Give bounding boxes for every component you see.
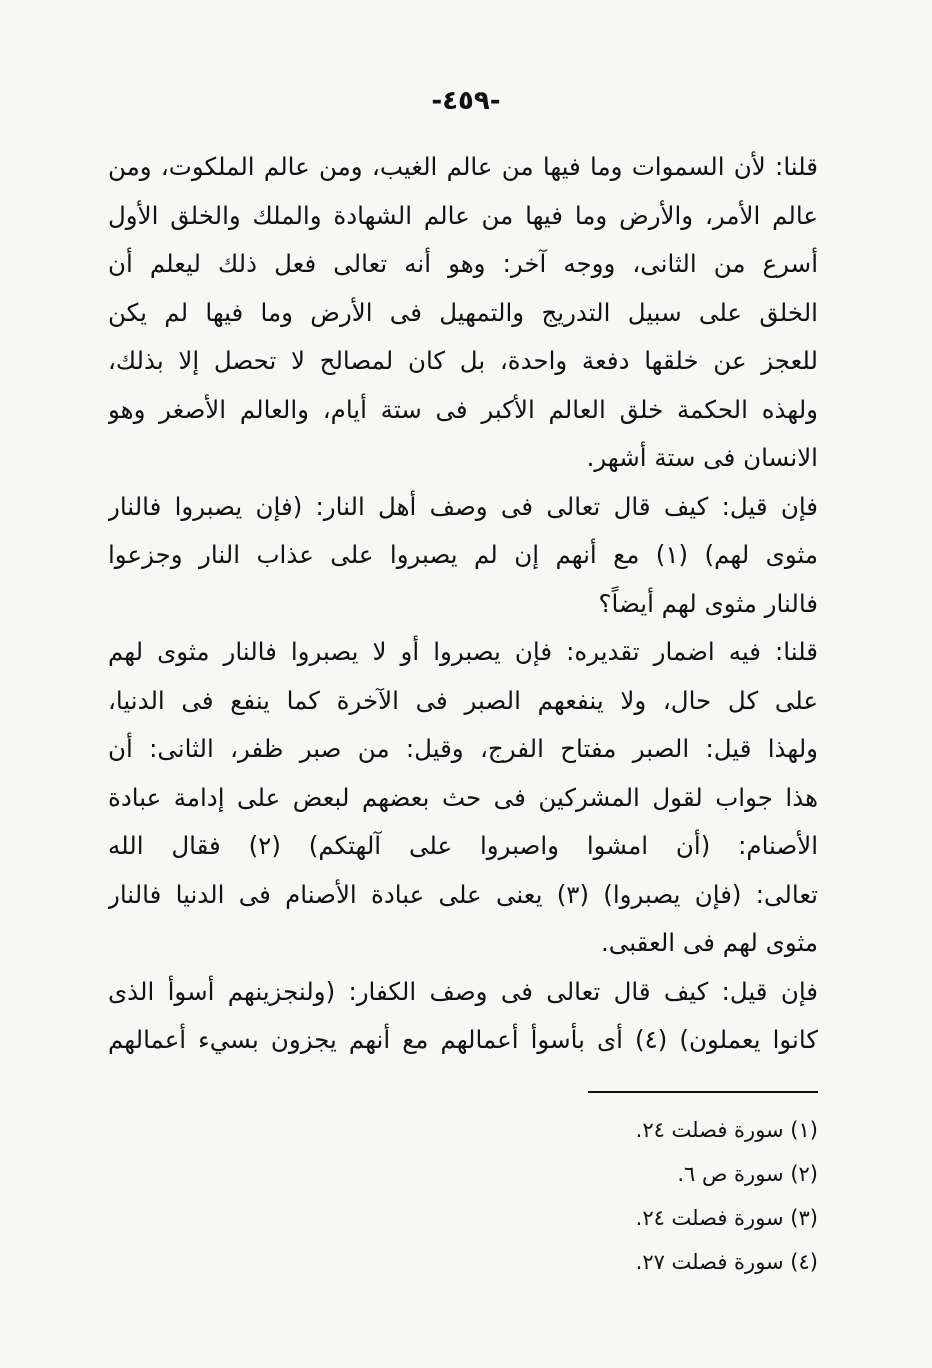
- footnotes: [418, 1108, 818, 1284]
- text-line-4: الخلق على سبيل التدريج والتمهيل فى الأرض وما فيها لم يكن: [108, 297, 818, 327]
- text-line-12: على كل حال، ولا ينفعهم الصبر فى الآخرة كما ينفع فى الدنيا،: [108, 685, 818, 715]
- text-line-19: كانوا يعملون) (٤) أى بأسوأ أعمالهم مع أنهم يجزون بسيء أعمالهم: [108, 1025, 818, 1054]
- text-line-18: فإن قيل: كيف قال تعالى فى وصف الكفار: (ولنجزينهم أسوأ الذى: [108, 976, 818, 1006]
- footnote-1: (١) سورة فصلت ٢٤.: [635, 1118, 818, 1142]
- text-line-9: مثوى لهم) (١) مع أنهم إن لم يصبروا على عذاب النار وجزعوا: [108, 540, 818, 569]
- text-line-16: تعالى: (فإن يصبروا) (٣) يعنى على عبادة الأصنام فى الدنيا فالنار: [108, 879, 818, 909]
- text-line-11: قلنا: فيه اضمار تقديره: فإن يصبروا أو لا يصبروا فالنار مثوى لهم: [108, 637, 818, 666]
- text-line-1: قلنا: لأن السموات وما فيها من عالم الغيب، ومن عالم الملكوت، ومن: [108, 152, 818, 181]
- text-line-17: مثوى لهم فى العقبى.: [601, 928, 818, 957]
- footnote-4: (٤) سورة فصلت ٢٧.: [635, 1250, 818, 1274]
- text-line-8: فإن قيل: كيف قال تعالى فى وصف أهل النار: (فإن يصبروا فالنار: [108, 491, 818, 521]
- body-text: [108, 143, 818, 1065]
- footnote-2: (٢) سورة ص ٦.: [677, 1162, 818, 1186]
- text-line-10: فالنار مثوى لهم أيضاً؟: [598, 588, 818, 618]
- text-line-2: عالم الأمر، والأرض وما فيها من عالم الشهادة والملك والخلق الأول: [108, 200, 818, 230]
- text-line-13: ولهذا قيل: الصبر مفتاح الفرج، وقيل: من صبر ظفر، الثانى: أن: [108, 734, 818, 763]
- text-line-15: الأصنام: (أن امشوا واصبروا على آلهتكم) (٢) فقال الله: [108, 831, 818, 860]
- text-line-3: أسرع من الثانى، ووجه آخر: وهو أنه تعالى فعل ذلك ليعلم أن: [108, 249, 818, 278]
- footnote-divider: [588, 1091, 818, 1093]
- text-line-14: هذا جواب لقول المشركين فى حث بعضهم لبعض على إدامة عبادة: [108, 782, 818, 812]
- footnote-3: (٣) سورة فصلت ٢٤.: [635, 1206, 818, 1230]
- text-line-7: الانسان فى ستة أشهر.: [586, 443, 818, 472]
- text-line-6: ولهذه الحكمة خلق العالم الأكبر فى ستة أيام، والعالم الأصغر وهو: [108, 394, 818, 424]
- page-number: -٤٥٩-: [431, 86, 501, 116]
- text-line-5: للعجز عن خلقها دفعة واحدة، بل كان لمصالح لا تحصل إلا بذلك،: [108, 346, 818, 375]
